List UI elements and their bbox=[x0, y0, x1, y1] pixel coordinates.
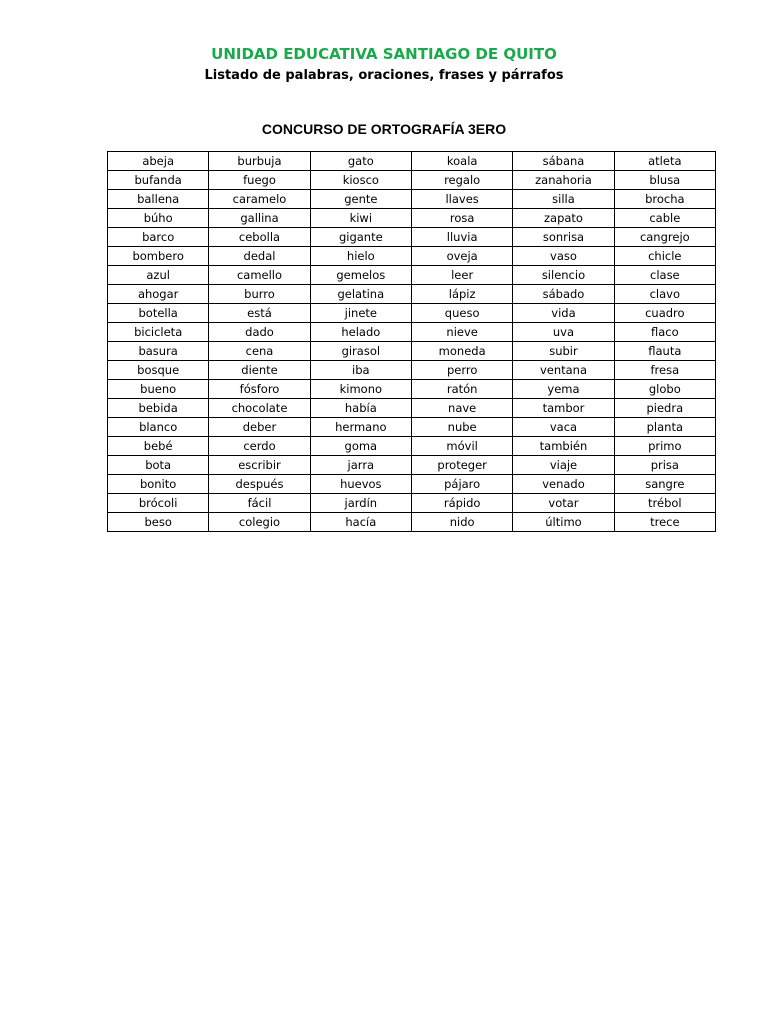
table-row bbox=[108, 513, 716, 532]
word-cell: piedra bbox=[614, 399, 715, 418]
word-cell: regalo bbox=[411, 171, 512, 190]
word-cell: después bbox=[209, 475, 310, 494]
word-cell: ballena bbox=[108, 190, 209, 209]
word-cell: kimono bbox=[310, 380, 411, 399]
word-cell: fuego bbox=[209, 171, 310, 190]
table-row bbox=[108, 456, 716, 475]
word-cell: votar bbox=[513, 494, 614, 513]
word-cell: koala bbox=[411, 152, 512, 171]
school-name: UNIDAD EDUCATIVA SANTIAGO DE QUITO bbox=[211, 45, 557, 63]
word-cell: gente bbox=[310, 190, 411, 209]
word-cell: escribir bbox=[209, 456, 310, 475]
word-cell: cangrejo bbox=[614, 228, 715, 247]
word-cell: lluvia bbox=[411, 228, 512, 247]
word-cell: sonrisa bbox=[513, 228, 614, 247]
word-cell: beso bbox=[108, 513, 209, 532]
word-cell: ventana bbox=[513, 361, 614, 380]
table-row bbox=[108, 228, 716, 247]
word-cell: gelatina bbox=[310, 285, 411, 304]
word-cell: bota bbox=[108, 456, 209, 475]
word-table bbox=[107, 151, 716, 532]
table-row bbox=[108, 171, 716, 190]
table-row bbox=[108, 209, 716, 228]
word-cell: azul bbox=[108, 266, 209, 285]
word-cell: bosque bbox=[108, 361, 209, 380]
word-cell: llaves bbox=[411, 190, 512, 209]
word-cell: kiwi bbox=[310, 209, 411, 228]
word-cell: barco bbox=[108, 228, 209, 247]
word-cell: último bbox=[513, 513, 614, 532]
table-row bbox=[108, 475, 716, 494]
word-cell: iba bbox=[310, 361, 411, 380]
word-cell: flauta bbox=[614, 342, 715, 361]
word-cell: lápiz bbox=[411, 285, 512, 304]
word-cell: brocha bbox=[614, 190, 715, 209]
word-cell: gallina bbox=[209, 209, 310, 228]
table-row bbox=[108, 152, 716, 171]
word-cell: blusa bbox=[614, 171, 715, 190]
word-cell: cebolla bbox=[209, 228, 310, 247]
word-cell: zanahoria bbox=[513, 171, 614, 190]
word-cell: dado bbox=[209, 323, 310, 342]
word-cell: bufanda bbox=[108, 171, 209, 190]
word-cell: ahogar bbox=[108, 285, 209, 304]
word-cell: bonito bbox=[108, 475, 209, 494]
word-cell: bicicleta bbox=[108, 323, 209, 342]
table-row bbox=[108, 342, 716, 361]
word-cell: colegio bbox=[209, 513, 310, 532]
table-row bbox=[108, 361, 716, 380]
word-cell: chocolate bbox=[209, 399, 310, 418]
table-row bbox=[108, 323, 716, 342]
word-cell: sangre bbox=[614, 475, 715, 494]
table-row bbox=[108, 190, 716, 209]
word-cell: flaco bbox=[614, 323, 715, 342]
document-subtitle: Listado de palabras, oraciones, frases y párrafos bbox=[204, 68, 564, 83]
word-cell: burbuja bbox=[209, 152, 310, 171]
word-cell: sábado bbox=[513, 285, 614, 304]
word-cell: nieve bbox=[411, 323, 512, 342]
table-row bbox=[108, 418, 716, 437]
word-cell: deber bbox=[209, 418, 310, 437]
word-cell: hielo bbox=[310, 247, 411, 266]
word-cell: burro bbox=[209, 285, 310, 304]
word-cell: también bbox=[513, 437, 614, 456]
table-row bbox=[108, 266, 716, 285]
word-cell: fósforo bbox=[209, 380, 310, 399]
word-cell: abeja bbox=[108, 152, 209, 171]
word-cell: cerdo bbox=[209, 437, 310, 456]
contest-title: CONCURSO DE ORTOGRAFÍA 3ERO bbox=[261, 121, 507, 137]
word-cell: silla bbox=[513, 190, 614, 209]
word-cell: vida bbox=[513, 304, 614, 323]
word-cell: nube bbox=[411, 418, 512, 437]
word-cell: bombero bbox=[108, 247, 209, 266]
word-cell: dedal bbox=[209, 247, 310, 266]
word-cell: caramelo bbox=[209, 190, 310, 209]
word-cell: está bbox=[209, 304, 310, 323]
word-cell: vaso bbox=[513, 247, 614, 266]
word-cell: globo bbox=[614, 380, 715, 399]
word-cell: uva bbox=[513, 323, 614, 342]
word-cell: leer bbox=[411, 266, 512, 285]
word-cell: pájaro bbox=[411, 475, 512, 494]
word-cell: planta bbox=[614, 418, 715, 437]
word-cell: huevos bbox=[310, 475, 411, 494]
word-cell: venado bbox=[513, 475, 614, 494]
word-cell: atleta bbox=[614, 152, 715, 171]
word-cell: había bbox=[310, 399, 411, 418]
word-cell: nido bbox=[411, 513, 512, 532]
word-cell: jardín bbox=[310, 494, 411, 513]
word-cell: goma bbox=[310, 437, 411, 456]
word-cell: clavo bbox=[614, 285, 715, 304]
word-cell: ratón bbox=[411, 380, 512, 399]
word-cell: trece bbox=[614, 513, 715, 532]
word-cell: cable bbox=[614, 209, 715, 228]
word-cell: oveja bbox=[411, 247, 512, 266]
word-cell: gigante bbox=[310, 228, 411, 247]
word-cell: prisa bbox=[614, 456, 715, 475]
word-cell: hacía bbox=[310, 513, 411, 532]
word-cell: moneda bbox=[411, 342, 512, 361]
word-cell: viaje bbox=[513, 456, 614, 475]
word-cell: trébol bbox=[614, 494, 715, 513]
word-cell: búho bbox=[108, 209, 209, 228]
word-cell: cena bbox=[209, 342, 310, 361]
word-cell: gato bbox=[310, 152, 411, 171]
word-cell: yema bbox=[513, 380, 614, 399]
word-cell: hermano bbox=[310, 418, 411, 437]
word-cell: basura bbox=[108, 342, 209, 361]
word-cell: diente bbox=[209, 361, 310, 380]
word-cell: queso bbox=[411, 304, 512, 323]
table-row bbox=[108, 304, 716, 323]
word-cell: móvil bbox=[411, 437, 512, 456]
word-cell: primo bbox=[614, 437, 715, 456]
word-cell: rosa bbox=[411, 209, 512, 228]
word-cell: vaca bbox=[513, 418, 614, 437]
word-cell: perro bbox=[411, 361, 512, 380]
word-cell: fresa bbox=[614, 361, 715, 380]
word-cell: bueno bbox=[108, 380, 209, 399]
word-cell: tambor bbox=[513, 399, 614, 418]
word-cell: nave bbox=[411, 399, 512, 418]
word-cell: girasol bbox=[310, 342, 411, 361]
word-cell: camello bbox=[209, 266, 310, 285]
word-cell: subir bbox=[513, 342, 614, 361]
word-cell: clase bbox=[614, 266, 715, 285]
word-cell: cuadro bbox=[614, 304, 715, 323]
word-cell: helado bbox=[310, 323, 411, 342]
word-cell: jarra bbox=[310, 456, 411, 475]
table-row bbox=[108, 437, 716, 456]
word-cell: sábana bbox=[513, 152, 614, 171]
word-cell: bebé bbox=[108, 437, 209, 456]
word-cell: rápido bbox=[411, 494, 512, 513]
word-cell: bebida bbox=[108, 399, 209, 418]
word-cell: botella bbox=[108, 304, 209, 323]
table-row bbox=[108, 285, 716, 304]
word-cell: jinete bbox=[310, 304, 411, 323]
table-row bbox=[108, 494, 716, 513]
word-cell: silencio bbox=[513, 266, 614, 285]
word-cell: chicle bbox=[614, 247, 715, 266]
word-cell: proteger bbox=[411, 456, 512, 475]
table-row bbox=[108, 247, 716, 266]
word-cell: fácil bbox=[209, 494, 310, 513]
word-cell: brócoli bbox=[108, 494, 209, 513]
word-cell: zapato bbox=[513, 209, 614, 228]
table-row bbox=[108, 380, 716, 399]
word-cell: kiosco bbox=[310, 171, 411, 190]
word-table-body bbox=[108, 152, 716, 532]
word-cell: gemelos bbox=[310, 266, 411, 285]
table-row bbox=[108, 399, 716, 418]
word-cell: blanco bbox=[108, 418, 209, 437]
